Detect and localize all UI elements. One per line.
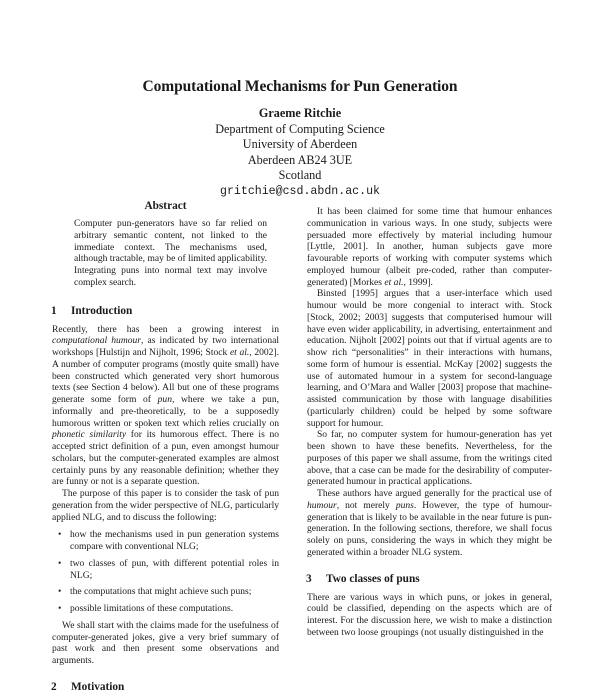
text-run: , not merely [336, 499, 396, 511]
emphasis-text: humour [307, 499, 337, 511]
text-run: It has been claimed for some time that humour enhances communication in various ways. In one study, subjects were persuaded more effectively by material including humour [Lyttle, 2001]. In another, human subjects gave more favourable reports of working with computer systems which employed humour (albeit pre-coded, rather than computer-generated) [Morkes [307, 206, 552, 288]
intro-paragraph-2: The purpose of this paper is to consider the task of pun generation from the wider perspective of NLG, particularly applied NLG, and to discuss the following: [52, 488, 279, 523]
bullet-item: • two classes of pun, with different potential roles in NLG; [70, 558, 279, 582]
emphasis-text: et al. [229, 347, 250, 358]
author-university: University of Aberdeen [242, 137, 358, 152]
motivation-paragraph-3: So far, no computer system for humour-generation has yet been shown to have these benefits. Nevertheless, for the purposes of this paper we shall assume, from the writings cited above, that a case can be made for the desirability of computer-generated humour in practical applications. [307, 429, 552, 488]
section-heading-introduction [51, 305, 279, 318]
intro-paragraph-1 [52, 324, 279, 489]
emphasis-text: phonetic similarity [52, 429, 127, 441]
author-address: Aberdeen AB24 3UE [247, 152, 353, 167]
two-classes-paragraph-1: There are various ways in which puns, or jokes in general, could be classified, depending on the aspects which are of interest. For the discussion here, we wish to make a distinction between two loose groupings (not usually distinguished in the [307, 591, 552, 638]
section-title: Introduction [71, 304, 133, 317]
text-run: . However, the type of humour-generation that is likely to be available in the near future is pun-generation. In the following sections, therefore, we shall focus solely on puns, considering the ways in which they might be generated within a broader NLG system. [307, 499, 552, 558]
section-title: Two classes of puns [326, 572, 420, 585]
emphasis-text: puns [395, 499, 414, 511]
emphasis-text: computational humour [52, 335, 141, 347]
author-country: Scotland [278, 168, 322, 183]
intro-bullet-list [52, 529, 279, 615]
text-run: , where we take a pun, informally and pre-theoretically, to be a supposedly humorous written or spoken text which relies crucially on [52, 394, 279, 429]
emphasis-text: pun [157, 394, 172, 405]
text-run: , 1999]. [403, 276, 433, 288]
text-run: for its humorous effect. There is no accepted strict definition of a pun, even amongst humour scholars, but the computer-generated examples are almost certainly puns by any reasonable definition; whether they are funny or not is a separate question. [52, 429, 279, 488]
bullet-item: • how the mechanisms used in pun generation systems compare with conventional NLG; [70, 529, 279, 553]
section-number: 2 [51, 680, 57, 693]
motivation-paragraph-1 [307, 206, 552, 288]
text-run: , as indicated by two international workshops [Hulstijn and Nijholt, 1996; Stock [52, 335, 279, 358]
author-name: Graeme Ritchie [258, 106, 342, 120]
motivation-paragraph-2: Binsted [1995] argues that a user-interface which used humour would be more congenial to interact with. Stock [Stock, 2002; 2003] suggests that computerised humour will have even wider applicability, in advertising, entertainment and education. Nijholt [2002] points out that if virtual agents are to show rich “personalities” in their interactions with humans, some form of humour is essential. McKay [2002] suggests the use of automated humour in a system for second-language learning, and O’Mara and Waller [2003] propose that machine-assisted communication by those with language disabilities (particularly children) could be helped by some software support for humour. [307, 288, 552, 429]
intro-paragraph-3: We shall start with the claims made for the usefulness of computer-generated jokes, give a very brief summary of past work and then present some observations and arguments. [52, 619, 279, 666]
section-title: Motivation [71, 680, 125, 693]
section-number: 3 [306, 572, 312, 585]
bullet-item: • possible limitations of these computations. [70, 603, 279, 615]
section-heading-motivation [51, 681, 279, 694]
section-heading-two-classes [306, 573, 552, 586]
paper-title: Computational Mechanisms for Pun Generation [142, 78, 458, 95]
text-run: Recently, there has been a growing interest in [52, 323, 279, 335]
author-department: Department of Computing Science [215, 121, 385, 136]
motivation-paragraph-4 [307, 488, 552, 559]
right-column [307, 200, 552, 639]
abstract-text: Computer pun-generators have so far relied on arbitrary semantic content, not linked to the immediate context. The mechanisms used, although tractable, may be of limited applicability. Integrating puns into normal text may involve complex search. [74, 218, 267, 288]
section-number: 1 [51, 304, 57, 317]
author-email[interactable]: gritchie@csd.abdn.ac.uk [219, 184, 381, 198]
text-run: These authors have argued generally for the practical use of [317, 488, 552, 499]
text-run: , 2002]. A number of computer programs (mostly quite small) have been constructed which generated very short humorous texts (see Section 4 below). All but one of these programs generate some form of [52, 347, 279, 405]
bullet-item: • the computations that might achieve such puns; [70, 586, 279, 598]
emphasis-text: et al. [384, 276, 404, 288]
author-block [0, 106, 600, 200]
left-column [52, 200, 279, 700]
abstract-heading: Abstract [144, 200, 187, 212]
